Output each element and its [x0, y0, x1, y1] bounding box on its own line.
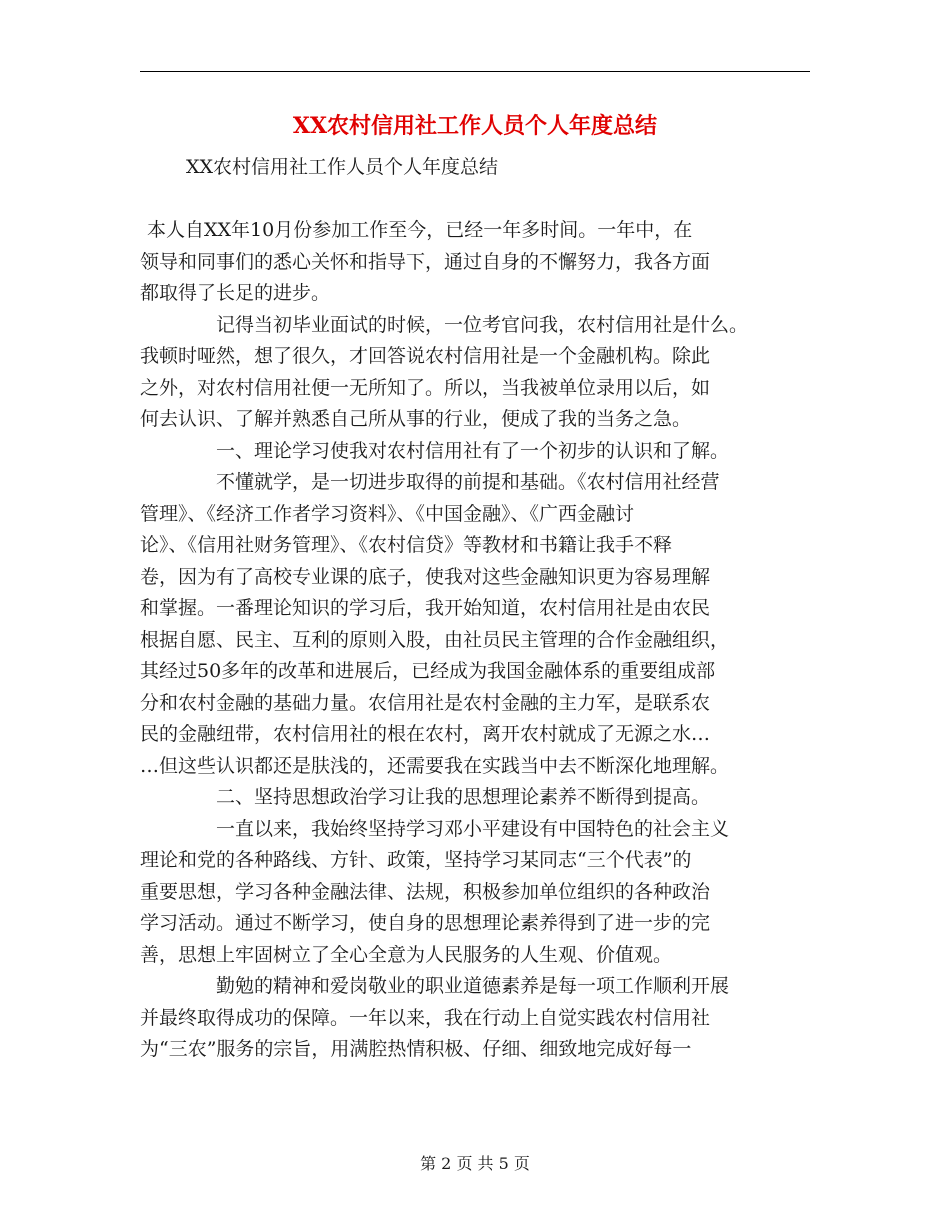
paragraph-line: 之外，对农村信用社便一无所知了。所以，当我被单位录用以后，如 [140, 376, 711, 399]
paragraph-line: 管理》、《经济工作者学习资料》、《中国金融》、《广西金融讨 [140, 502, 635, 525]
paragraph-line: 本人自XX年10月份参加工作至今，已经一年多时间。一年中，在 [147, 219, 693, 241]
paragraph-line: 不懂就学，是一切进步取得的前提和基础。《农村信用社经营 [216, 471, 720, 493]
paragraph-line: …但这些认识都还是肤浅的，还需要我在实践当中去不断深化地理解。 [140, 754, 730, 777]
paragraph-line: 卷，因为有了高校专业课的底子，使我对这些金融知识更为容易理解 [140, 565, 711, 588]
paragraph-line: 理论和党的各种路线、方针、政策，坚持学习某同志“三个代表”的 [140, 849, 692, 871]
paragraph-line: 民的金融纽带，农村信用社的根在农村，离开农村就成了无源之水… [140, 723, 711, 745]
document-subtitle: XX农村信用社工作人员个人年度总结 [186, 156, 499, 178]
paragraph-line: 都取得了长足的进步。 [140, 282, 331, 304]
paragraph-line: 分和农村金融的基础力量。农信用社是农村金融的主力军，是联系农 [140, 691, 711, 714]
paragraph-line: 重要思想，学习各种金融法律、法规，积极参加单位组织的各种政治 [140, 880, 711, 903]
paragraph-line: 我顿时哑然，想了很久，才回答说农村信用社是一个金融机构。除此 [140, 345, 711, 367]
paragraph-line: 和掌握。一番理论知识的学习后，我开始知道，农村信用社是由农民 [140, 597, 711, 619]
paragraph-line: 一直以来，我始终坚持学习邓小平建设有中国特色的社会主义 [216, 817, 730, 840]
paragraph-line: 二、坚持思想政治学习让我的思想理论素养不断得到提高。 [216, 786, 711, 808]
header-rule [140, 71, 810, 72]
paragraph-line: 一、理论学习使我对农村信用社有了一个初步的认识和了解。 [216, 439, 730, 462]
paragraph-line: 勤勉的精神和爱岗敬业的职业道德素养是每一项工作顺利开展 [216, 975, 730, 997]
paragraph-line: 记得当初毕业面试的时候，一位考官问我，农村信用社是什么。 [216, 313, 749, 336]
document-title: XX农村信用社工作人员个人年度总结 [292, 113, 658, 139]
paragraph-line: 学习活动。通过不断学习，使自身的思想理论素养得到了进一步的完 [140, 912, 711, 934]
paragraph-line: 并最终取得成功的保障。一年以来，我在行动上自觉实践农村信用社 [140, 1006, 711, 1029]
paragraph-line: 为“三农”服务的宗旨，用满腔热情积极、仔细、细致地完成好每一 [140, 1038, 692, 1060]
paragraph-line: 领导和同事们的悉心关怀和指导下，通过自身的不懈努力，我各方面 [140, 250, 711, 273]
paragraph-line: 善，思想上牢固树立了全心全意为人民服务的人生观、价值观。 [140, 943, 673, 966]
paragraph-line: 何去认识、了解并熟悉自己所从事的行业，便成了我的当务之急。 [140, 408, 692, 430]
paragraph-line: 论》、《信用社财务管理》、《农村信贷》等教材和书籍让我手不释 [140, 534, 673, 556]
paragraph-line: 根据自愿、民主、互利的原则入股，由社员民主管理的合作金融组织， [140, 628, 730, 651]
paragraph-line: 其经过50多年的改革和进展后，已经成为我国金融体系的重要组成部 [140, 660, 716, 682]
document-body [140, 215, 810, 1066]
page-number: 第 2 页 共 5 页 [420, 1154, 530, 1173]
